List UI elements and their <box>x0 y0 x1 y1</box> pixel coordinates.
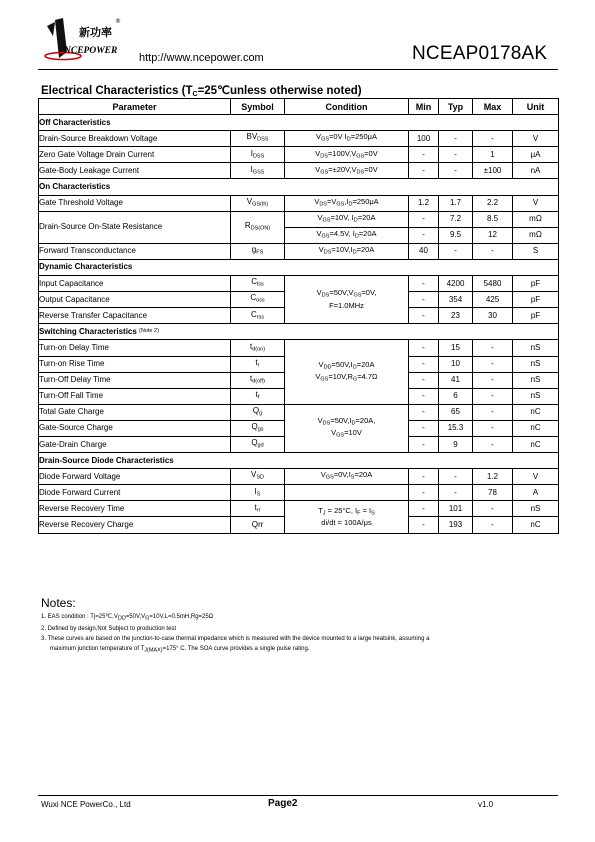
footer-company: Wuxi NCE PowerCo., Ltd <box>41 800 131 809</box>
table-row: Gate-Body Leakage Current IGSS $V_{GS}=\pm 20V,V_{DS}=0V$ - - ±100 nA <box>39 163 559 179</box>
section-dynamic: Dynamic Characteristics <box>39 259 559 275</box>
website-url: http://www.ncepower.com <box>139 52 264 64</box>
table-row: Gate Threshold Voltage VGS(th) $V_{DS}=V_{GS},I_D=250\mu A$ 1.2 1.7 2.2 V <box>39 195 559 211</box>
footer-version: v1.0 <box>478 800 494 809</box>
header-typ: Typ <box>439 99 473 115</box>
footer-page-number: Page2 <box>268 798 298 809</box>
section-diode: Drain-Source Diode Characteristics <box>39 453 559 469</box>
company-logo <box>41 16 123 62</box>
table-row: Turn-Off Fall Time tf - 6 - nS <box>39 388 559 404</box>
electrical-characteristics-table <box>38 98 559 534</box>
table-row: Reverse Recovery Charge Qrr - 193 - nC <box>39 517 559 533</box>
table-row: Turn-on Delay Time td(on) $V_{DD}=50V,I_D=20A$ $V_{GS}=10V,R_G=4.7\Omega$ - 15 - nS <box>39 340 559 356</box>
table-row: $V_{GS}=4.5V$, $I_D=20A$ - 9.5 12 mΩ <box>39 227 559 243</box>
logo-mark: ® <box>115 18 121 25</box>
notes-title: Notes: <box>41 596 76 610</box>
header-max: Max <box>473 99 513 115</box>
notes-list <box>41 612 559 655</box>
table-row: Turn-Off Delay Time td(off) - 41 - nS <box>39 372 559 388</box>
section-title: Electrical Characteristics ($T_C=25℃unless$ otherwise noted) <box>41 85 362 98</box>
table-row: Total Gate Charge Qg $V_{DS}=50V,I_D=20A$, $V_{GS}=10V$ - 65 - nC <box>39 404 559 420</box>
table-row: Drain-Source On-State Resistance RDS(ON) $V_{GS}=10V$, $I_D=20A$ - 7.2 8.5 mΩ <box>39 211 559 227</box>
logo-cn-text: 新功率 <box>79 26 112 39</box>
note-3-continued: maximum junction temperature of TJ(MAX)=175° C. The SOA curve provides a single pulse rating. <box>50 645 310 653</box>
header-condition: Condition <box>285 99 409 115</box>
table-row: Diode Forward Current IS - - 78 A <box>39 485 559 501</box>
table-row: Forward Transconductance gFS $V_{DS}=10V,I_D=20A$ 40 - - S <box>39 243 559 259</box>
note-1: 1. EAS condition : Tj=25℃,VDD=50V,VG=10V,L=0.5mH,Rg=25Ω <box>41 614 214 622</box>
part-number: NCEAP0178AK <box>412 43 548 64</box>
table-row: Turn-on Rise Time tr - 10 - nS <box>39 356 559 372</box>
table-row: Diode Forward Voltage VSD $V_{GS}=0V,I_S=20A$ - - 1.2 V <box>39 469 559 485</box>
note-3: 3. These curves are based on the junction-to-case thermal impedance which is measured with the device mounted to a large heatsink, assuming a <box>41 635 430 642</box>
header-rule <box>38 69 558 70</box>
logo-en-text: NCEPOWER <box>64 46 118 56</box>
footer-rule <box>38 795 558 796</box>
table-row: Drain-Source Breakdown Voltage BVDSS $V_{GS}=0V$ $I_D=250\mu A$ 100 - - V <box>39 131 559 147</box>
header-symbol: Symbol <box>231 99 285 115</box>
section-switching: Switching Characteristics $^{(Note 2)}$ <box>39 324 559 340</box>
table-row: Input Capacitance Clss $V_{DS}=50V,V_{GS}=0V$, F=1.0MHz - 4200 5480 pF <box>39 276 559 292</box>
note-2: 2. Defined by design,Not Subject to production test <box>41 625 177 632</box>
header-parameter: Parameter <box>39 99 231 115</box>
table-row: Reverse Transfer Capacitance Crss - 23 30 pF <box>39 308 559 324</box>
table-row: Output Capacitance Coss - 354 425 pF <box>39 292 559 308</box>
table-row: Gate-Source Charge Qgs - 15.3 - nC <box>39 420 559 436</box>
header-unit: Unit <box>513 99 559 115</box>
table-row: Gate-Drain Charge Qgd - 9 - nC <box>39 436 559 452</box>
header-min: Min <box>409 99 439 115</box>
section-on: On Characteristics <box>39 179 559 195</box>
table-row: Zero Gate Voltage Drain Current IDSS $V_{DS}=100V,V_{GS}=0V$ - - 1 μA <box>39 147 559 163</box>
table-row: Reverse Recovery Time trr $T_J = 25^\circ C$, $I_F = I_S$ di/dt = 100A/μs - 101 - nS <box>39 501 559 517</box>
section-off: Off Characteristics <box>39 115 559 131</box>
table-header-row <box>39 99 559 115</box>
